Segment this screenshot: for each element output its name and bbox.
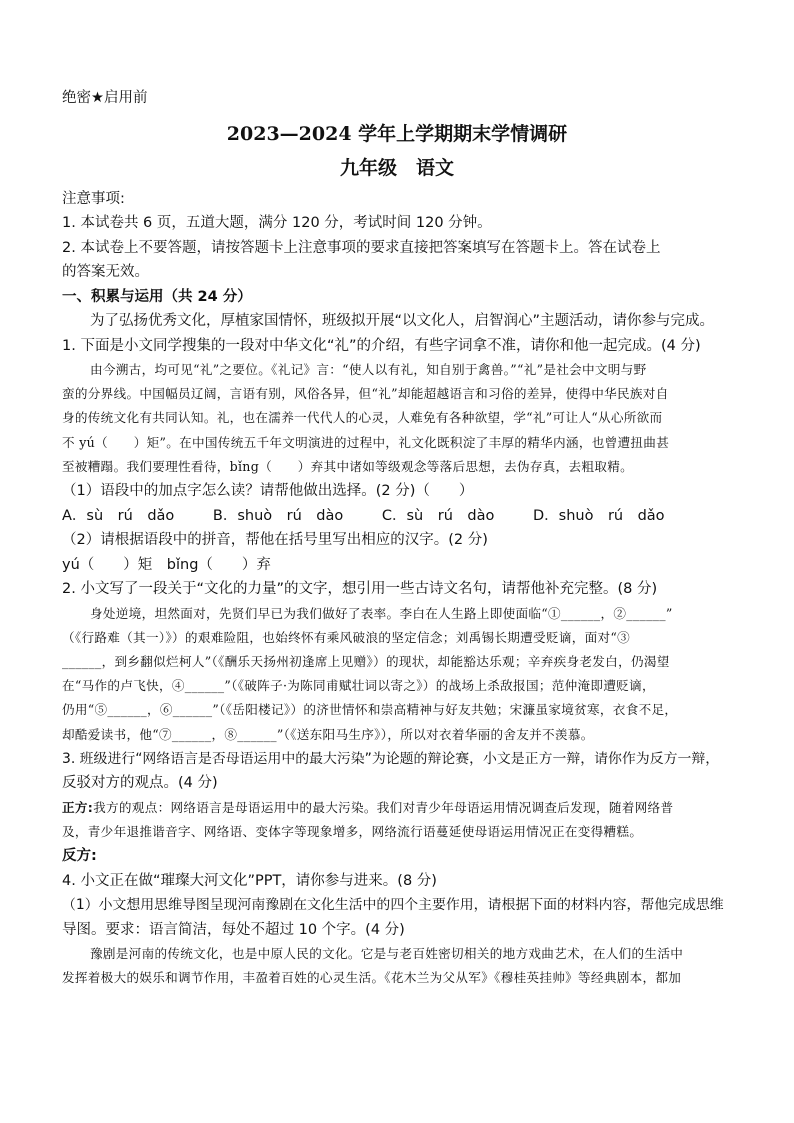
- q1-passage-line: 身的传统文化有共同认知。礼，也在濡养一代代人的心灵，人难免有各种欲望，学“礼”可让人“从心所欲而: [62, 410, 663, 426]
- q2-passage-line: 却酷爱读书，他“⑦______，⑧______”（《送东阳马生序》），所以对衣着华丽的舍友并不羡慕。: [62, 726, 594, 742]
- notice-item-2: 2. 本试卷上不要答题，请按答题卡上注意事项的要求直接把答案填写在答题卡上。答在试卷上: [62, 239, 661, 256]
- question-4-stem: 4. 小文正在做“璀璨大河文化”PPT，请你参与进来。(8 分): [62, 872, 437, 889]
- q1-option-d: D．shuò rú dǎo: [532, 507, 665, 524]
- q1-option-c: C．sù rú dào: [381, 507, 495, 524]
- q2-passage-line: 身处逆境，坦然面对，先贤们早已为我们做好了表率。李白在人生路上即使面临“①______，②______”: [90, 605, 673, 621]
- q3-pro-label: 正方:: [62, 799, 94, 815]
- q3-con-label: 反方:: [62, 848, 97, 865]
- q1-passage-line: 蛮的分界线。中国幅员辽阔，言语有别，风俗各异，但“礼”却能超越语言和习俗的差异，使得中华民族对自: [62, 386, 669, 402]
- exam-title: 2023—2024 学年上学期期末学情调研: [226, 122, 568, 145]
- q4-sub-question-1: （1）小文想用思维导图呈现河南豫剧在文化生活中的四个主要作用，请根据下面的材料内容，帮他完成思维: [62, 897, 724, 914]
- notice-item-2-cont: 的答案无效。: [62, 264, 149, 280]
- question-3-stem: 3. 班级进行“网络语言是否母语运用中的最大污染”为论题的辩论赛，小文是正方一辩，请你作为反方一辩，: [62, 750, 720, 767]
- question-3-stem-cont: 反驳对方的观点。(4 分): [62, 775, 218, 792]
- q1-sub-question-1: （1）语段中的加点字怎么读？请帮他做出选择。(2 分)（ ）: [62, 483, 474, 500]
- notice-heading: 注意事项:: [62, 190, 125, 207]
- notice-item-1: 1. 本试卷共 6 页，五道大题，满分 120 分，考试时间 120 分钟。: [62, 215, 492, 231]
- q1-passage-line: 由今溯古，均可见“礼”之要位。《礼记》言：“使人以有礼，知自别于禽兽。”“礼”是社会中文明与野: [90, 362, 647, 377]
- question-1-stem: 1. 下面是小文同学搜集的一段对中华文化“礼”的介绍，有些字词拿不准，请你和他一起完成。(4 分): [62, 337, 701, 354]
- q1-fill-blanks: yú（ ）矩 bǐng（ ）弃: [62, 556, 271, 573]
- q1-options: [62, 504, 732, 529]
- q2-passage-line: ______，到乡翻似烂柯人”（《酬乐天扬州初逢席上见赠》）的现状，却能豁达乐观；辛弃疾身老发白，仍渴望: [62, 653, 670, 669]
- exam-page: [62, 86, 732, 991]
- section-1-heading: 一、积累与运用（共 24 分）: [62, 288, 252, 305]
- q4-sub-question-1-cont: 导图。要求：语言简洁，每处不超过 10 个字。(4 分): [62, 921, 405, 938]
- section-1-intro: 为了弘扬优秀文化，厚植家国情怀，班级拟开展“以文化人，启智润心”主题活动，请你参与完成。: [90, 313, 715, 329]
- q3-pro-argument: [62, 796, 732, 820]
- q2-passage-line: 仍用“⑤______，⑥______”（《岳阳楼记》）的济世情怀和崇高精神与好友共勉；宋濂虽家境贫寒，衣食不足，: [62, 702, 678, 718]
- question-2-stem: 2. 小文写了一段关于“文化的力量”的文字，想引用一些古诗文名句，请帮他补充完整。(8 分): [62, 581, 658, 598]
- q1-sub-question-2: （2）请根据语段中的拼音，帮他在括号里写出相应的汉字。(2 分): [62, 532, 488, 549]
- q1-passage-line: 至被糟蹋。我们要理性看待，bǐng（ ）弃其中诸如等级观念等落后思想，去伪存真，去粗取精。: [62, 458, 633, 474]
- q1-option-b: B．shuò rú dào: [212, 507, 344, 524]
- q2-passage-line: （《行路难（其一）》）的艰难险阻，也始终怀有乘风破浪的坚定信念；刘禹锡长期遭受贬谪，面对“③: [62, 629, 631, 645]
- confidential-mark: 绝密★启用前: [62, 90, 148, 106]
- exam-subtitle: 九年级 语文: [339, 156, 454, 179]
- q1-option-a: A．sù rú dǎo: [62, 507, 175, 524]
- q1-passage-line: 不 yú（ ）矩”。在中国传统五千年文明演进的过程中，礼文化既积淀了丰厚的精华内涵，也曾遭扭曲甚: [62, 434, 670, 450]
- q4-passage-line: 豫剧是河南的传统文化，也是中原人民的文化。它是与老百姓密切相关的地方戏曲艺术，在人们的生活中: [90, 946, 684, 962]
- q2-passage-line: 在“马作的卢飞快，④______”（《破阵子·为陈同甫赋壮词以寄之》）的战场上杀敌报国；范仲淹即遭贬谪，: [62, 678, 655, 694]
- q3-pro-argument-cont: 及，青少年退推谐音字、网络语、变体字等现象增多，网络流行语蔓延使母语运用情况正在变得糟糕。: [62, 823, 643, 839]
- q3-pro-text: 我方的观点：网络语言是母语运用中的最大污染。我们对青少年母语运用情况调查后发现，随着网络普: [93, 799, 674, 815]
- q4-passage-line: 发挥着极大的娱乐和调节作用，丰盈着百姓的心灵生活。《花木兰为父从军》《穆桂英挂帅》等经典剧本，都加: [62, 970, 682, 986]
